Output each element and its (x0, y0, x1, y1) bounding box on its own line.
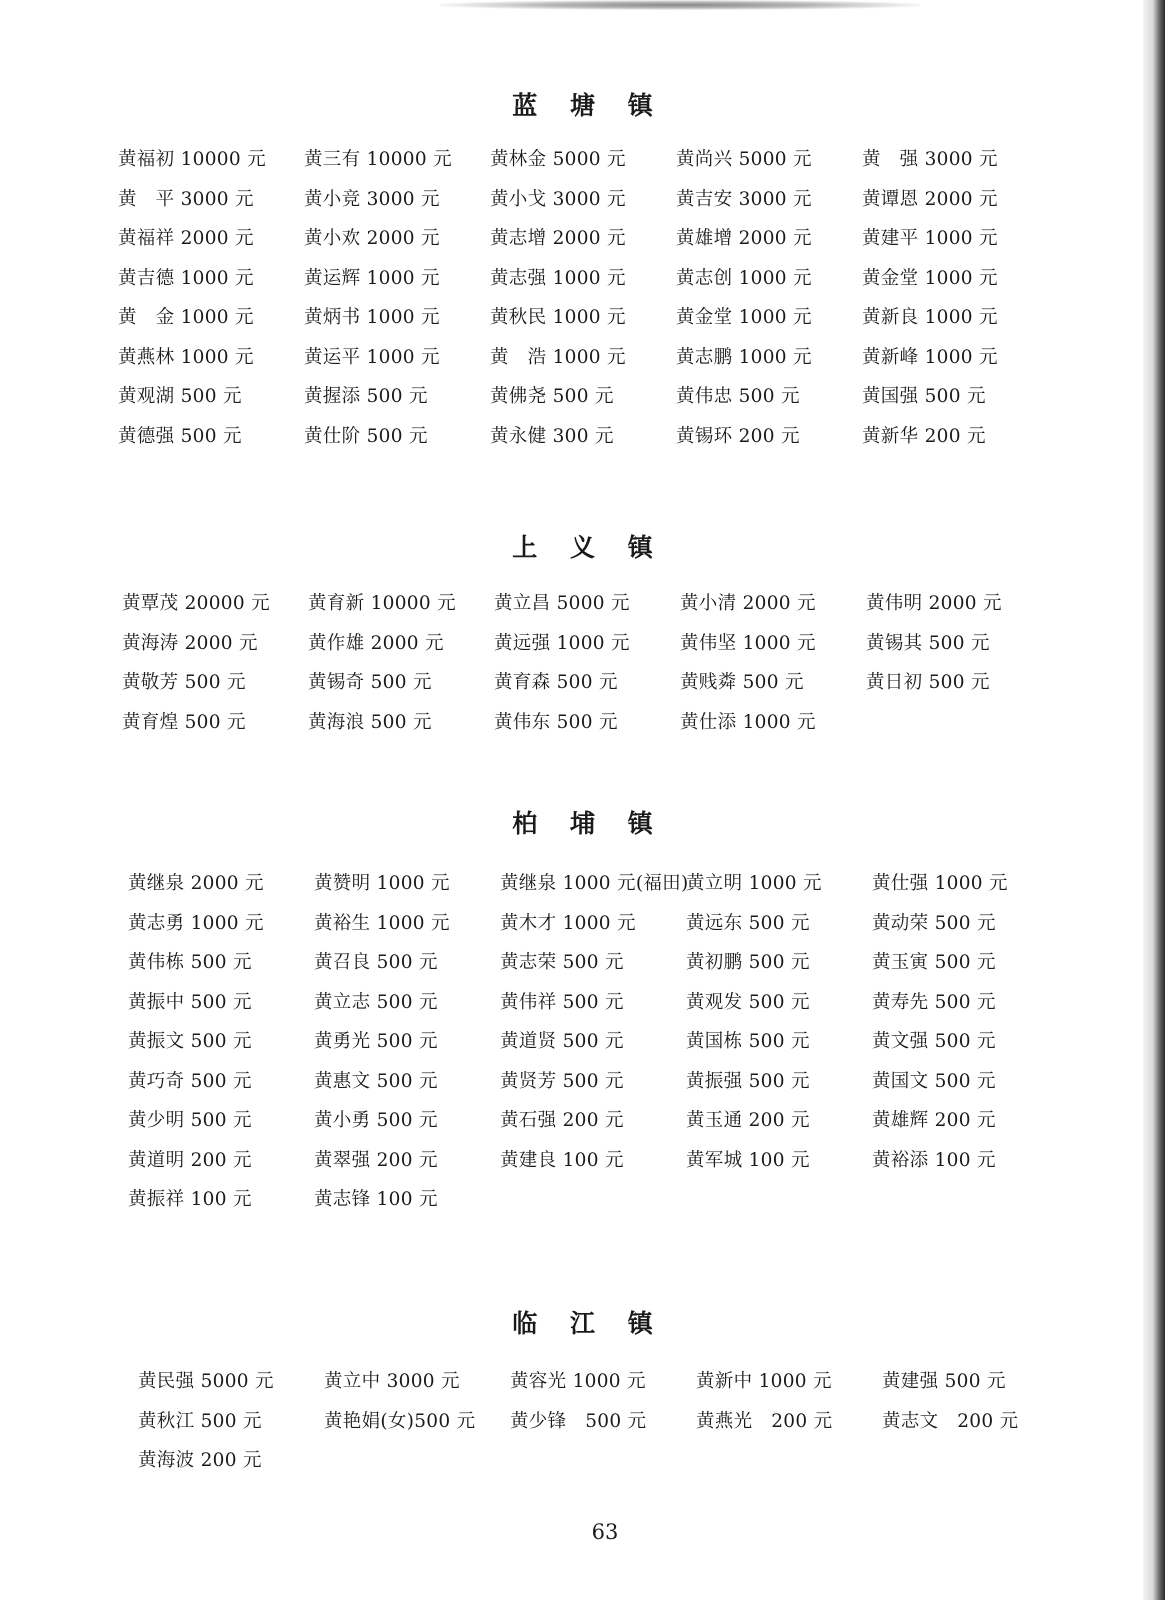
donor-entry: 黄志创 1000 元 (676, 267, 812, 289)
donor-entry: 黄谭恩 2000 元 (862, 188, 998, 210)
donor-entry: 黄建平 1000 元 (862, 228, 998, 249)
donor-entry: 黄金堂 1000 元 (862, 267, 998, 289)
donor-entry: 黄小清 2000 元 (680, 593, 816, 614)
donor-entry: 黄志荣 500 元 (500, 952, 624, 973)
donor-entry: 黄握添 500 元 (304, 386, 428, 407)
donor-entry: 黄文强 500 元 (872, 1031, 996, 1052)
donor-entry: 黄三有 10000 元 (304, 149, 452, 170)
donor-entry: 黄志强 1000 元 (490, 267, 626, 289)
donor-entry: 黄振强 500 元 (686, 1070, 810, 1092)
donor-entry: 黄振祥 100 元 (128, 1189, 252, 1210)
donor-entry: 黄伟忠 500 元 (676, 386, 800, 407)
donor-entry: 黄新良 1000 元 (862, 307, 998, 328)
donor-entry: 黄秋民 1000 元 (490, 307, 626, 328)
donor-entry: 黄仕强 1000 元 (872, 873, 1008, 894)
donor-entry: 黄佛尧 500 元 (490, 386, 614, 407)
donor-entry: 黄立昌 5000 元 (494, 593, 630, 614)
donor-entry: 黄福祥 2000 元 (118, 228, 254, 249)
donor-entry: 黄国强 500 元 (862, 386, 986, 407)
donor-entry: 黄吉安 3000 元 (676, 188, 812, 210)
section-title-lantang: 蓝 塘 镇 (512, 91, 665, 120)
donor-entry: 黄志鹏 1000 元 (676, 346, 812, 368)
donor-entry: 黄日初 500 元 (866, 672, 990, 693)
donor-entry: 黄运辉 1000 元 (304, 267, 440, 289)
donor-entry: 黄军城 100 元 (686, 1149, 810, 1171)
donor-entry: 黄少锋 500 元 (510, 1410, 647, 1432)
donor-entry: 黄志文 200 元 (882, 1410, 1019, 1432)
donor-entry: 黄 金 1000 元 (118, 307, 254, 328)
donor-entry: 黄燕光 200 元 (696, 1410, 833, 1432)
donor-entry: 黄运平 1000 元 (304, 346, 440, 368)
donor-entry: 黄雄辉 200 元 (872, 1110, 996, 1131)
donor-list-baipu (128, 864, 1058, 1220)
donor-entry: 黄小勇 500 元 (314, 1110, 438, 1131)
donor-list-shangyi (122, 584, 1052, 742)
donor-entry: 黄新峰 1000 元 (862, 346, 998, 368)
donor-entry: 黄召良 500 元 (314, 952, 438, 973)
donor-entry: 黄道明 200 元 (128, 1149, 252, 1171)
donor-entry: 黄永健 300 元 (490, 425, 614, 447)
donor-entry: 黄雄增 2000 元 (676, 228, 812, 249)
donor-entry: 黄巧奇 500 元 (128, 1070, 252, 1092)
donor-entry: 黄育煌 500 元 (122, 711, 246, 733)
donor-entry: 黄建强 500 元 (882, 1371, 1006, 1392)
donor-entry: 黄贤芳 500 元 (500, 1070, 624, 1092)
page-number: 63 (591, 1520, 619, 1544)
donor-entry: 黄立志 500 元 (314, 991, 438, 1013)
donor-entry: 黄 强 3000 元 (862, 149, 998, 170)
donor-entry: 黄裕生 1000 元 (314, 912, 450, 934)
donor-entry: 黄赞明 1000 元 (314, 873, 450, 894)
donor-entry: 黄锡环 200 元 (676, 425, 800, 447)
donor-entry: 黄伟祥 500 元 (500, 991, 624, 1013)
section-title-shangyi: 上 义 镇 (512, 533, 665, 562)
section-title-baipu: 柏 埔 镇 (512, 809, 665, 838)
donor-entry: 黄金堂 1000 元 (676, 307, 812, 328)
donor-entry: 黄新华 200 元 (862, 425, 986, 447)
donor-entry: 黄 浩 1000 元 (490, 346, 626, 368)
donor-entry: 黄寿先 500 元 (872, 991, 996, 1013)
donor-entry: 黄伟坚 1000 元 (680, 632, 816, 654)
donor-entry: 黄敬芳 500 元 (122, 672, 246, 693)
donor-entry: 黄裕添 100 元 (872, 1149, 996, 1171)
donor-entry: 黄观湖 500 元 (118, 386, 242, 407)
donor-entry: 黄立明 1000 元 (686, 873, 822, 894)
donor-entry: 黄远强 1000 元 (494, 632, 630, 654)
donor-entry: 黄小戈 3000 元 (490, 188, 626, 210)
donor-entry: 黄 平 3000 元 (118, 188, 254, 210)
donor-entry: 黄小欢 2000 元 (304, 228, 440, 249)
donor-entry: 黄贱粦 500 元 (680, 672, 804, 693)
donor-entry: 黄燕林 1000 元 (118, 346, 254, 368)
donor-entry: 黄覃茂 20000 元 (122, 593, 270, 614)
donor-entry: 黄少明 500 元 (128, 1110, 252, 1131)
donor-entry: 黄伟东 500 元 (494, 711, 618, 733)
scan-shadow-right (1143, 0, 1165, 1600)
donor-entry: 黄观发 500 元 (686, 991, 810, 1013)
donor-entry: 黄海涛 2000 元 (122, 632, 258, 654)
donor-entry: 黄海浪 500 元 (308, 711, 432, 733)
donor-entry: 黄锡其 500 元 (866, 632, 990, 654)
donor-entry: 黄育新 10000 元 (308, 593, 456, 614)
donor-entry: 黄志勇 1000 元 (128, 912, 264, 934)
donor-entry: 黄容光 1000 元 (510, 1371, 646, 1392)
donor-entry: 黄民强 5000 元 (138, 1371, 274, 1392)
donor-list-lantang (118, 140, 1048, 456)
donor-entry: 黄吉德 1000 元 (118, 267, 254, 289)
donor-entry: 黄振文 500 元 (128, 1031, 252, 1052)
donor-entry: 黄仕阶 500 元 (304, 425, 428, 447)
donor-entry: 黄作雄 2000 元 (308, 632, 444, 654)
donor-entry: 黄远东 500 元 (686, 912, 810, 934)
donor-entry: 黄立中 3000 元 (324, 1371, 460, 1392)
donor-entry: 黄福初 10000 元 (118, 149, 266, 170)
donor-entry: 黄秋江 500 元 (138, 1410, 262, 1432)
donor-entry: 黄锡奇 500 元 (308, 672, 432, 693)
donor-entry: 黄玉寅 500 元 (872, 952, 996, 973)
donor-entry: 黄小竞 3000 元 (304, 188, 440, 210)
donor-entry: 黄继泉 2000 元 (128, 873, 264, 894)
donor-entry: 黄育森 500 元 (494, 672, 618, 693)
donor-entry: 黄伟栋 500 元 (128, 952, 252, 973)
donor-entry: 黄继泉 1000 元(福田) (500, 873, 689, 894)
donor-entry: 黄德强 500 元 (118, 425, 242, 447)
donor-entry: 黄动荣 500 元 (872, 912, 996, 934)
donor-entry: 黄道贤 500 元 (500, 1031, 624, 1052)
donor-entry: 黄勇光 500 元 (314, 1031, 438, 1052)
scan-shadow-top (440, 0, 920, 10)
section-title-linjiang: 临 江 镇 (512, 1309, 665, 1338)
donor-entry: 黄伟明 2000 元 (866, 593, 1002, 614)
donor-entry: 黄志增 2000 元 (490, 228, 626, 249)
donor-entry: 黄艳娟(女)500 元 (324, 1410, 476, 1432)
donor-list-linjiang (138, 1362, 1068, 1481)
donor-entry: 黄国栋 500 元 (686, 1031, 810, 1052)
donor-entry: 黄林金 5000 元 (490, 149, 626, 170)
donor-entry: 黄新中 1000 元 (696, 1371, 832, 1392)
donor-entry: 黄建良 100 元 (500, 1149, 624, 1171)
donor-entry: 黄海波 200 元 (138, 1450, 262, 1471)
donor-entry: 黄振中 500 元 (128, 991, 252, 1013)
donor-entry: 黄仕添 1000 元 (680, 711, 816, 733)
donor-entry: 黄玉通 200 元 (686, 1110, 810, 1131)
donor-entry: 黄惠文 500 元 (314, 1070, 438, 1092)
donor-entry: 黄炳书 1000 元 (304, 307, 440, 328)
donor-entry: 黄志锋 100 元 (314, 1189, 438, 1210)
donor-entry: 黄翠强 200 元 (314, 1149, 438, 1171)
donor-entry: 黄尚兴 5000 元 (676, 149, 812, 170)
donor-entry: 黄初鹏 500 元 (686, 952, 810, 973)
donor-entry: 黄石强 200 元 (500, 1110, 624, 1131)
donor-entry: 黄木才 1000 元 (500, 912, 636, 934)
donor-entry: 黄国文 500 元 (872, 1070, 996, 1092)
